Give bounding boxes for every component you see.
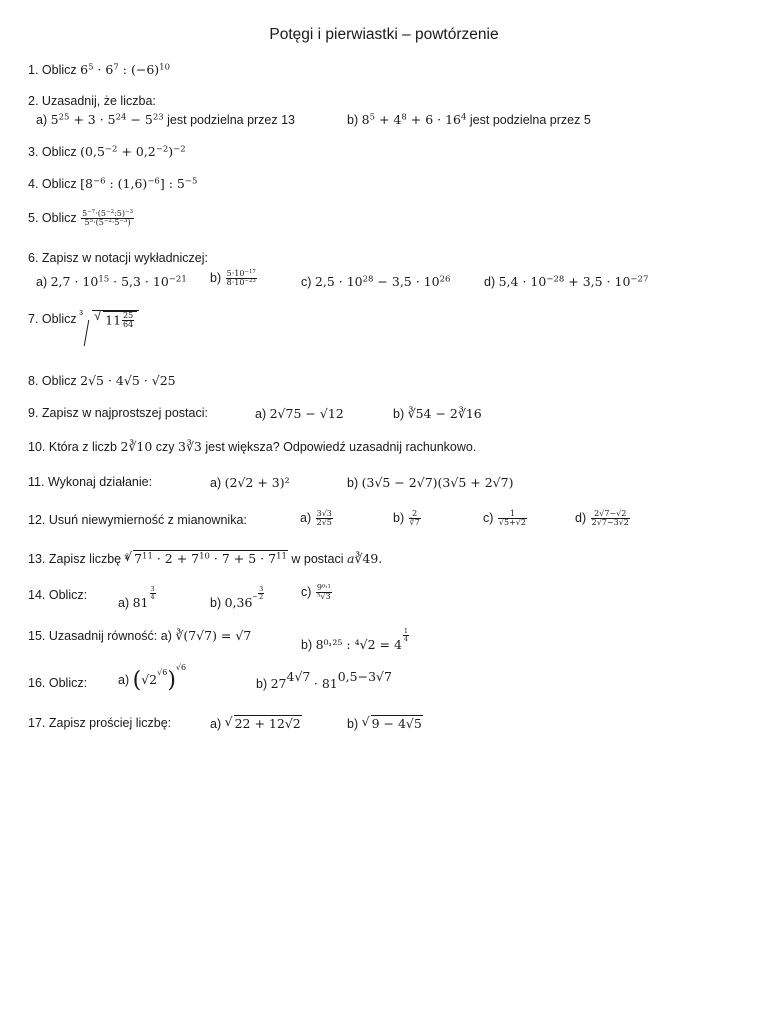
task-2: 2. Uzasadnij, że liczba: bbox=[28, 94, 156, 108]
task-11: 11. Wykonaj działanie: a) (2√2 + 3)² b) (3√5 − 2√7)(3√5 + 2√7) bbox=[28, 475, 514, 490]
task-8: 8. Oblicz 2√5 · 4√5 · √25 bbox=[28, 373, 176, 388]
page-title: Potęgi i pierwiastki – powtórzenie bbox=[269, 26, 499, 43]
task-17: 17. Zapisz prościej liczbę: a) √ 22 + 12√2 b) √ 9 − 4√5 bbox=[28, 716, 728, 730]
task-9: 9. Zapisz w najprostszej postaci: a) 2√75 − √12 b) ∛54 − 2∛16 bbox=[28, 406, 482, 421]
task-12: 12. Usuń niewymierność z mianownika: a) $\frac{3√3}{2√5}$ b) $\frac{2}{∛7}$ c) $\frac{1}{√5+√2}$ d) $\frac{2√7-√2}{2√7-3√2}$ bbox=[28, 509, 629, 528]
task-10: 10. Która z liczb 2∛10 czy 3∛3 jest większa? Odpowiedź uzasadnij rachunkowo. bbox=[28, 439, 477, 454]
task-7: 7. Oblicz 3 √ 11 $\frac{25}{64}$ bbox=[28, 310, 139, 330]
task-13: 13. Zapisz liczbę $^3$√ $7^{11} \cdot 2 + 7^{10} \cdot 7 + 5 \cdot 7^{11}$ w postaci a∛49. bbox=[28, 551, 382, 566]
task-4: 4. Oblicz [$8^{-6}$ : $(1,6)^{-6}$] : $5^{-5}$ bbox=[28, 176, 198, 191]
task-3: 3. Oblicz $(0,5^{-2} + 0,2^{-2})^{-2}$ bbox=[28, 144, 186, 159]
task-14: 14. Oblicz: a) 81 $\frac{3}{4}$ b) 0,36− $\frac{3}{2}$ c) $\frac{\text{9⁰˒¹}}{\text{⁵√3}}$ bbox=[28, 583, 331, 610]
task-5-fraction: $\frac{5^{-7}\cdot(5^{-2}:5)^{-3}}{5^5\cdot(5^{-2}\cdot 5^{-3})}$ bbox=[82, 209, 133, 228]
task-6: 6. Zapisz w notacji wykładniczej: bbox=[28, 251, 208, 265]
task-7-radical: 3 √ 11 $\frac{25}{64}$ bbox=[80, 310, 139, 330]
task-15: 15. Uzasadnij równość: a) ∛(7√7) = √7 b) 8⁰˒²⁵ : ⁴√2 = 4 $\frac{1}{4}$ bbox=[28, 627, 409, 652]
task-2-parts: a) $5^{25} + 3 \cdot 5^{24} - 5^{23}$ jest podzielna przez 13 b) $8^5 + 4^8 + 6 \cdot 16^4$ jest podzielna przez 5 bbox=[36, 112, 591, 127]
task-5: 5. Oblicz $\frac{5^{-7}\cdot(5^{-2}:5)^{-3}}{5^5\cdot(5^{-2}\cdot 5^{-3})}$ bbox=[28, 209, 133, 228]
task-1: 1. Oblicz $6^5 \cdot 6^7$ : $(-6)^{10}$ bbox=[28, 62, 170, 77]
task-16: 16. Oblicz: a) $(√2^{√6})^{√6}$ b) $27^{4√7} \cdot 81^{0,5-3√7}$ bbox=[28, 663, 392, 694]
task-6-parts: a) $2,7 \cdot 10^{15} \cdot 5,3 \cdot 10^{-21}$ b) $\frac{5\cdot 10^{-17}}{8\cdot 10^{-23}}$ c) $2,5 \cdot 10^{28} - 3,5 \cdot 10^{26}$ d) $5,4 \cdot 10^{-28} + 3,5 \cdot 10^{-27}$ bbox=[36, 269, 649, 289]
task-1-expression: $6^5 \cdot 6^7$ : $(-6)^{10}$ bbox=[80, 62, 170, 77]
